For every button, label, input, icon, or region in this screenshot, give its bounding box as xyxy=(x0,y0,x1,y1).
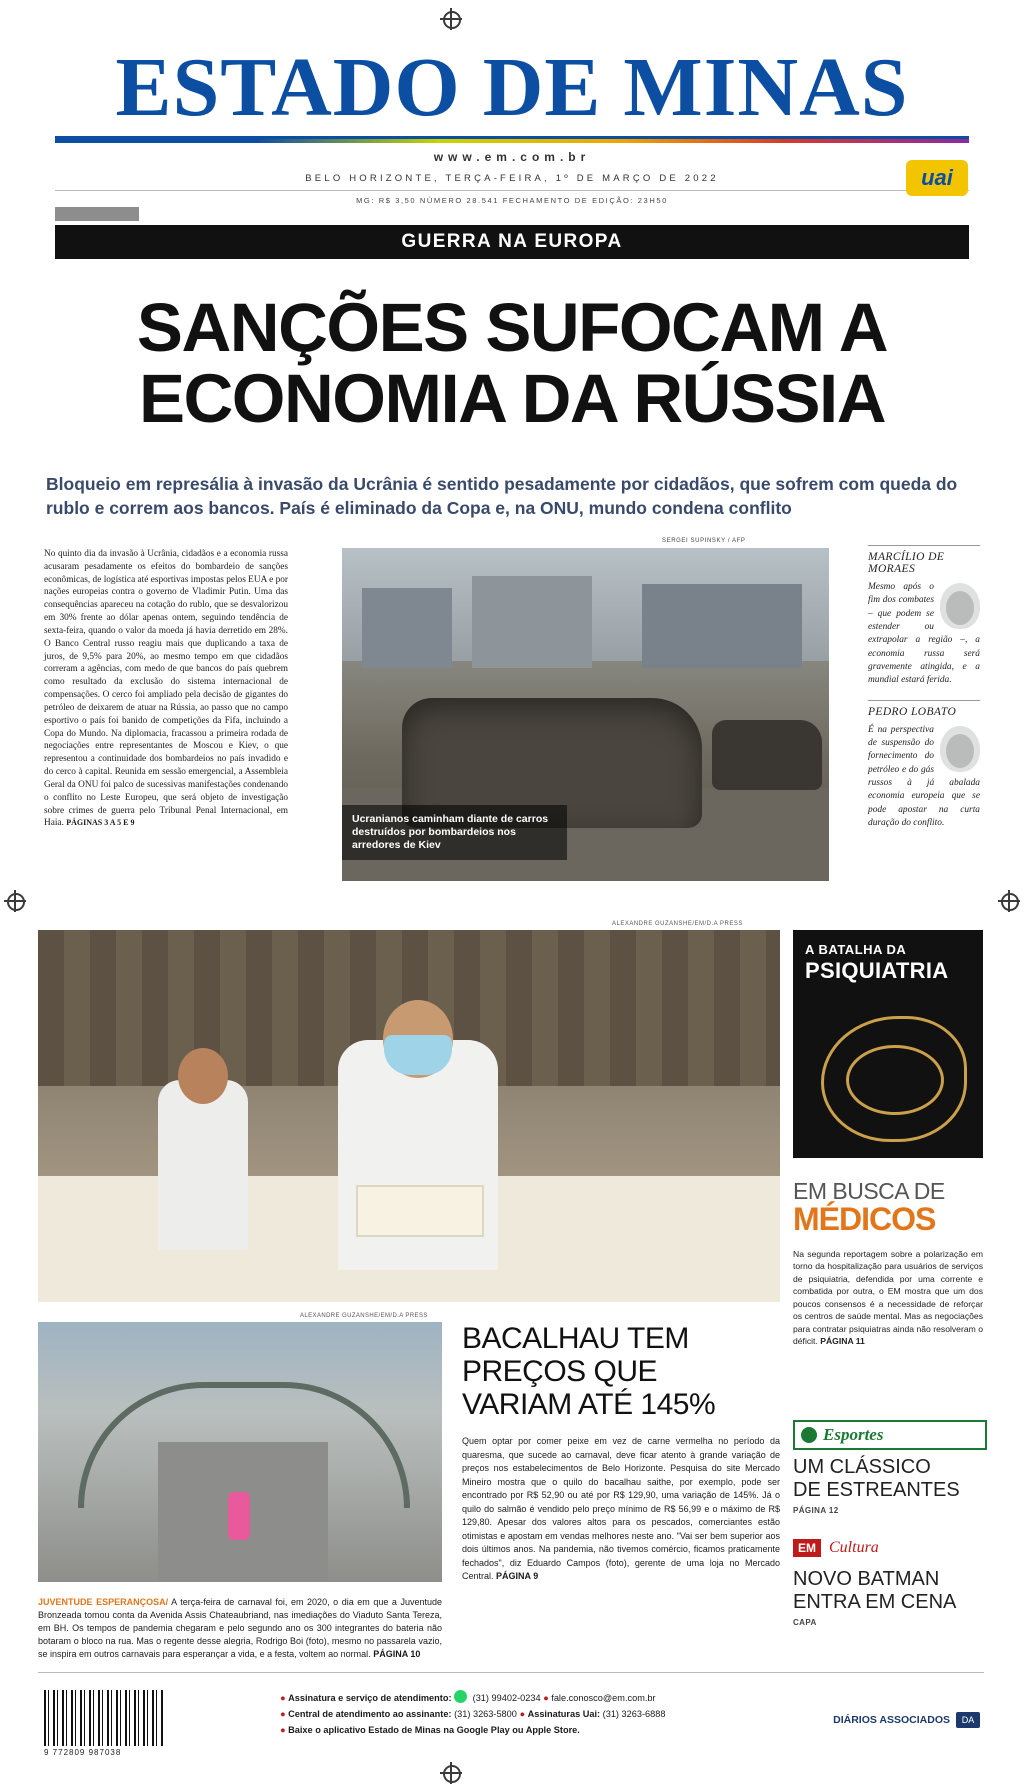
psychiatry-promo-box[interactable] xyxy=(793,930,983,1158)
opinion-author-2[interactable]: PEDRO LOBATO xyxy=(868,705,957,718)
psychiatry-title: PSIQUIATRIA xyxy=(805,958,949,983)
barcode-number: 9 772809 987038 xyxy=(44,1748,122,1757)
bridge-caption-text: A terça-feira de carnaval foi, em 2020, o dia em que a Juventude Bronzeada tomou conta da Avenida Assis Chateaubriand, nas imediações do Viaduto Santa Tereza, em BH. Os tempos de pandemia chegaram e pelo segundo ano os 300 integrantes do bateria não botaram o bloco na rua. Mas o regente desse alegria, Rodrigo Boi (foto), mesmo no passarela vazio, se inspira em outros carnavais para esperançar a vida, e a festa, voltem ao normal. xyxy=(38,1597,442,1660)
culture-logo-em: EM xyxy=(793,1539,821,1557)
registration-mark-left xyxy=(4,890,26,912)
sports-logo[interactable] xyxy=(793,1420,987,1450)
masthead xyxy=(55,41,969,205)
publisher-logo xyxy=(833,1712,980,1728)
footer-line-2: ● Central de atendimento ao assinante: (31) 3263-5800 ● Assinaturas Uai: (31) 3263-6888 xyxy=(280,1709,666,1720)
sports-headline[interactable] xyxy=(793,1456,983,1502)
psychiatry-page-ref: PÁGINA 11 xyxy=(820,1336,865,1347)
opinion-body-1: Mesmo após o fim dos combates – que podem se estender ou extrapolar a região –, a economia russa será gravemente atingida, e a mundial estará ferida. xyxy=(868,582,980,686)
war-photo-caption: Ucranianos caminham diante de carros destruídos por bombardeios nos arredores de Kiev xyxy=(342,805,567,860)
lead-article-text xyxy=(44,548,288,830)
culture-logo-word: Cultura xyxy=(829,1539,879,1556)
opinion-column xyxy=(868,545,980,831)
footer-contact xyxy=(280,1690,720,1738)
footer-whatsapp[interactable]: (31) 99402-0234 xyxy=(472,1693,541,1703)
uai-label: uai xyxy=(921,165,953,190)
culture-page-ref: CAPA xyxy=(793,1618,817,1627)
barcode xyxy=(44,1690,164,1746)
footer-uai-label: Assinaturas Uai: xyxy=(527,1709,601,1720)
culture-headline-line-2: ENTRA EM CENA xyxy=(793,1591,957,1613)
photo-credit-war: SERGEI SUPINSKY / AFP xyxy=(662,538,746,544)
sports-headline-line-2: DE ESTREANTES xyxy=(793,1479,960,1501)
footer-phone-2[interactable]: (31) 3263-6888 xyxy=(602,1709,666,1720)
sports-page-ref: PÁGINA 12 xyxy=(793,1506,839,1515)
masthead-rule-thin xyxy=(55,190,969,191)
bacalhau-body-text: Quem optar por comer peixe em vez de carne vermelha no período da quaresma, que sucede ao carnaval, deve ficar atento à grande variação de preços nos estabelecimentos de Belo Horizonte. Pesquisa do site Mercado Mineiro mostra que o quilo do bacalhau saithe, por exemplo, pode ser encontrado por R$ 52,90 ou até por R$ 129,90, uma variação de 145%. Já o quilo do salmão é vendido pelo preço mínimo de R$ 56,99 e o máximo de R$ 129,80. Apesar dos valores altos para os pescados, comerciantes estão otimistas e apostam em vendas melhores neste ano. "Vai ser bem superior aos dois últimos anos. Na pandemia, não tivemos comércio, ficamos praticamente fechados", diz Eduardo Campos (foto), gerente de uma loja no Mercado Central. xyxy=(462,1436,780,1581)
footer-divider xyxy=(38,1672,984,1673)
bacalhau-headline-line-2: PREÇOS QUE xyxy=(462,1355,658,1388)
registration-mark-top xyxy=(440,8,462,30)
section-band xyxy=(55,225,969,259)
culture-logo[interactable] xyxy=(793,1536,983,1560)
page-headline xyxy=(60,289,964,438)
masthead-rule-gradient xyxy=(55,139,969,143)
footer-subscription-label: Assinatura e serviço de atendimento: xyxy=(288,1693,452,1703)
soccer-ball-icon xyxy=(801,1427,817,1443)
headline-subhead: Bloqueio em represália à invasão da Ucrânia é sentido pesadamente por cidadãos, que sofrem com queda do rublo e correm aos bancos. País é eliminado da Copa e, na ONU, mundo condena conflito xyxy=(46,474,958,518)
psychiatry-sub-title: MÉDICOS xyxy=(793,1201,936,1237)
headline-line-1: SANÇÕES SUFOCAM A xyxy=(136,289,888,366)
bacalhau-headline-line-1: BACALHAU TEM xyxy=(462,1322,689,1355)
psychiatry-kicker: A BATALHA DA xyxy=(805,942,907,957)
bridge-caption xyxy=(38,1596,442,1661)
lead-page-ref: PÁGINAS 3 A 5 E 9 xyxy=(66,818,135,828)
headline-line-2: ECONOMIA DA RÚSSIA xyxy=(138,360,886,438)
bacalhau-story xyxy=(462,1322,780,1584)
lead-body: No quinto dia da invasão à Ucrânia, cidadãos e a economia russa acusaram pesadamente os efeitos do bombardeio de sanções econômicas, de logística até esportivas impostas pelos EUA e por nações europeias contra o governo de Vladimir Putin. Uma das consequências apareceu na cotação do rublo, que se desvalorizou em 30% frente ao dólar apenas ontem, seguindo tendência de sexta-feira, quando o valor da moeda já havia derretido em 28%. O Banco Central russo reagiu mais que duplicando a taxa de juros, de 9,5% para 20%, ao mesmo tempo em que cidadãos correram a agências, com medo de que bancos do país quebrem como resultado da exclusão do sistema internacional de compensações. O cerco foi ampliado pela decisão de gigantes do petróleo de deixarem de atuar na Rússia, ao passo que no campo esportivo o país foi banido de competições da Fifa, incluindo a Copa do Mundo. Na diplomacia, fracassou a primeira rodada de negociações entre representantes de Moscou e Kiev, o que representou a continuidade dos bombardeios no país invadido e do cerco à capital. Reunida em sessão emergencial, a Assembleia Geral da ONU foi palco de sucessivas manifestações condenando o conflito no Leste Europeu, que será objeto de investigação sobre crimes de guerra pelo Tribunal Penal Internacional, em Haia. xyxy=(44,549,288,829)
bacalhau-headline-line-3: VARIAM ATÉ 145% xyxy=(462,1388,716,1421)
bacalhau-body xyxy=(462,1435,780,1584)
sports-headline-line-1: UM CLÁSSICO xyxy=(793,1456,931,1478)
footer-phone-1[interactable]: (31) 3263-5800 xyxy=(454,1709,517,1720)
opinion-text-1 xyxy=(868,581,980,688)
bridge-page-ref: PÁGINA 10 xyxy=(373,1649,421,1660)
opinion-body-2: É na perspectiva de suspensão do fornecimento do petróleo e do gás russos à já abalada economia europeia que se pode apostar na curta duração do conflito. xyxy=(868,724,980,829)
uai-logo[interactable] xyxy=(906,160,968,196)
photo-credit-bridge: ALEXANDRE GUZANSHE/EM/D.A PRESS xyxy=(300,1313,428,1319)
psychiatry-story xyxy=(793,1178,983,1348)
whatsapp-icon xyxy=(454,1690,467,1703)
dateline: BELO HORIZONTE, TERÇA-FEIRA, 1º DE MARÇO DE 2022 xyxy=(305,172,719,184)
edition-info: MG: R$ 3,50 NÚMERO 28.541 FECHAMENTO DE EDIÇÃO: 23H50 xyxy=(356,195,668,205)
band-accent-bar xyxy=(55,207,139,221)
brain-icon xyxy=(821,1016,967,1142)
footer-app-text: Baixe o aplicativo Estado de Minas na Google Play ou Apple Store. xyxy=(288,1725,580,1736)
psychiatry-body-text: Na segunda reportagem sobre a polarização em torno da hospitalização para usuários de serviços de psiquiatria, defendida por uma corrente e combatida por outra, o EM mostra que um dos poucos consensos é a necessidade de reforçar os centros de saúde mental. Mas as negociações para contratar psiquiatras ainda não resolveram o déficit. xyxy=(793,1249,983,1347)
section-band-label: GUERRA NA EUROPA xyxy=(401,231,623,252)
opinion-portrait-1 xyxy=(940,583,980,629)
bridge-kicker: JUVENTUDE ESPERANÇOSA/ xyxy=(38,1597,169,1607)
opinion-author-1[interactable]: MARCÍLIO DE MORAES xyxy=(868,551,945,575)
registration-mark-bottom xyxy=(440,1762,462,1784)
website-url[interactable]: www.em.com.br xyxy=(433,149,591,164)
registration-mark-right xyxy=(998,890,1020,912)
opinion-text-2 xyxy=(868,724,980,831)
opinion-portrait-2 xyxy=(940,726,980,772)
bacalhau-headline xyxy=(462,1322,780,1421)
photo-credit-market: ALEXANDRE GUZANSHE/EM/D.A PRESS xyxy=(612,921,743,927)
publisher-mark: DA xyxy=(956,1712,980,1728)
footer-line-1: ● Assinatura e serviço de atendimento: (31) 99402-0234 ● fale.conosco@em.com.br xyxy=(280,1690,720,1706)
psychiatry-body xyxy=(793,1248,983,1348)
sports-logo-label: Esportes xyxy=(823,1425,884,1444)
footer-call-center-label: Central de atendimento ao assinante: xyxy=(288,1709,452,1720)
newspaper-title: ESTADO DE MINAS xyxy=(115,41,909,134)
bridge-photo xyxy=(38,1322,442,1582)
footer-email[interactable]: fale.conosco@em.com.br xyxy=(551,1693,656,1703)
footer-line-3: ● Baixe o aplicativo Estado de Minas na Google Play ou Apple Store. xyxy=(280,1725,580,1736)
bacalhau-page-ref: PÁGINA 9 xyxy=(496,1571,539,1581)
psychiatry-sub-kicker: EM BUSCA DE xyxy=(793,1178,945,1204)
culture-headline-line-1: NOVO BATMAN xyxy=(793,1568,940,1590)
culture-headline[interactable] xyxy=(793,1568,983,1614)
publisher-name: DIÁRIOS ASSOCIADOS xyxy=(833,1714,950,1726)
market-photo xyxy=(38,930,780,1302)
